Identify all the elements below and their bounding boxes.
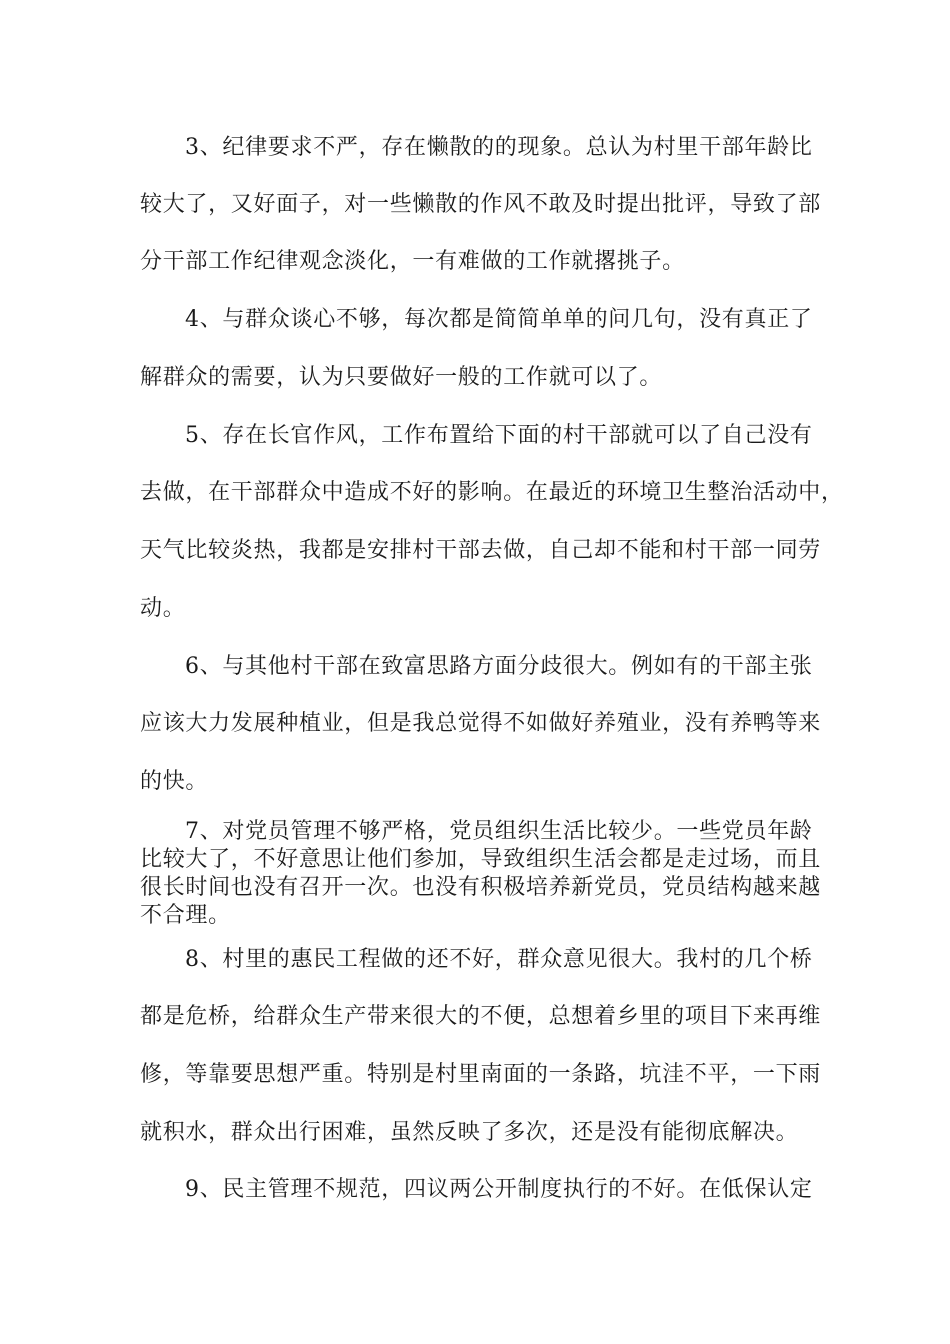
paragraph-7-line-4: 不合理。 bbox=[140, 903, 231, 928]
paragraph-9-line-1: 9、民主管理不规范，四议两公开制度执行的不好。在低保认定 bbox=[185, 1177, 813, 1202]
paragraph-6-line-2: 应该大力发展种植业，但是我总觉得不如做好养殖业，没有养鸭等来 bbox=[140, 711, 822, 736]
paragraph-7-line-3: 很长时间也没有召开一次。也没有积极培养新党员，党员结构越来越 bbox=[140, 875, 822, 900]
paragraph-6-line-3: 的快。 bbox=[140, 769, 209, 794]
paragraph-6-line-1: 6、与其他村干部在致富思路方面分歧很大。例如有的干部主张 bbox=[185, 654, 813, 679]
paragraph-5-line-1: 5、存在长官作风，工作布置给下面的村干部就可以了自己没有 bbox=[185, 423, 813, 448]
paragraph-4-line-2: 解群众的需要，认为只要做好一般的工作就可以了。 bbox=[140, 365, 663, 390]
paragraph-8-line-2: 都是危桥，给群众生产带来很大的不便，总想着乡里的项目下来再维 bbox=[140, 1004, 822, 1029]
paragraph-7 bbox=[140, 818, 820, 930]
paragraph-7-line-1: 7、对党员管理不够严格，党员组织生活比较少。一些党员年龄 bbox=[185, 819, 813, 844]
paragraph-3-line-1: 3、纪律要求不严，存在懒散的的现象。总认为村里干部年龄比 bbox=[185, 135, 813, 160]
paragraph-5-line-3: 天气比较炎热，我都是安排村干部去做，自己却不能和村干部一同劳 bbox=[140, 538, 822, 563]
paragraph-4-line-1: 4、与群众谈心不够，每次都是简简单单的问几句，没有真正了 bbox=[185, 307, 813, 332]
paragraph-8-line-1: 8、村里的惠民工程做的还不好，群众意见很大。我村的几个桥 bbox=[185, 947, 813, 972]
paragraph-3-line-3: 分干部工作纪律观念淡化，一有难做的工作就撂挑子。 bbox=[140, 249, 685, 274]
paragraph-3-line-2: 较大了，又好面子，对一些懒散的作风不敢及时提出批评，导致了部 bbox=[140, 192, 822, 217]
paragraph-7-line-2: 比较大了，不好意思让他们参加，导致组织生活会都是走过场，而且 bbox=[140, 847, 822, 872]
paragraph-5-line-2: 去做，在干部群众中造成不好的影响。在最近的环境卫生整治活动中， bbox=[140, 480, 844, 505]
paragraph-8-line-4: 就积水，群众出行困难，虽然反映了多次，还是没有能彻底解决。 bbox=[140, 1120, 799, 1145]
paragraph-8-line-3: 修，等靠要思想严重。特别是村里南面的一条路，坑洼不平，一下雨 bbox=[140, 1062, 822, 1087]
paragraph-5-line-4: 动。 bbox=[140, 596, 186, 621]
